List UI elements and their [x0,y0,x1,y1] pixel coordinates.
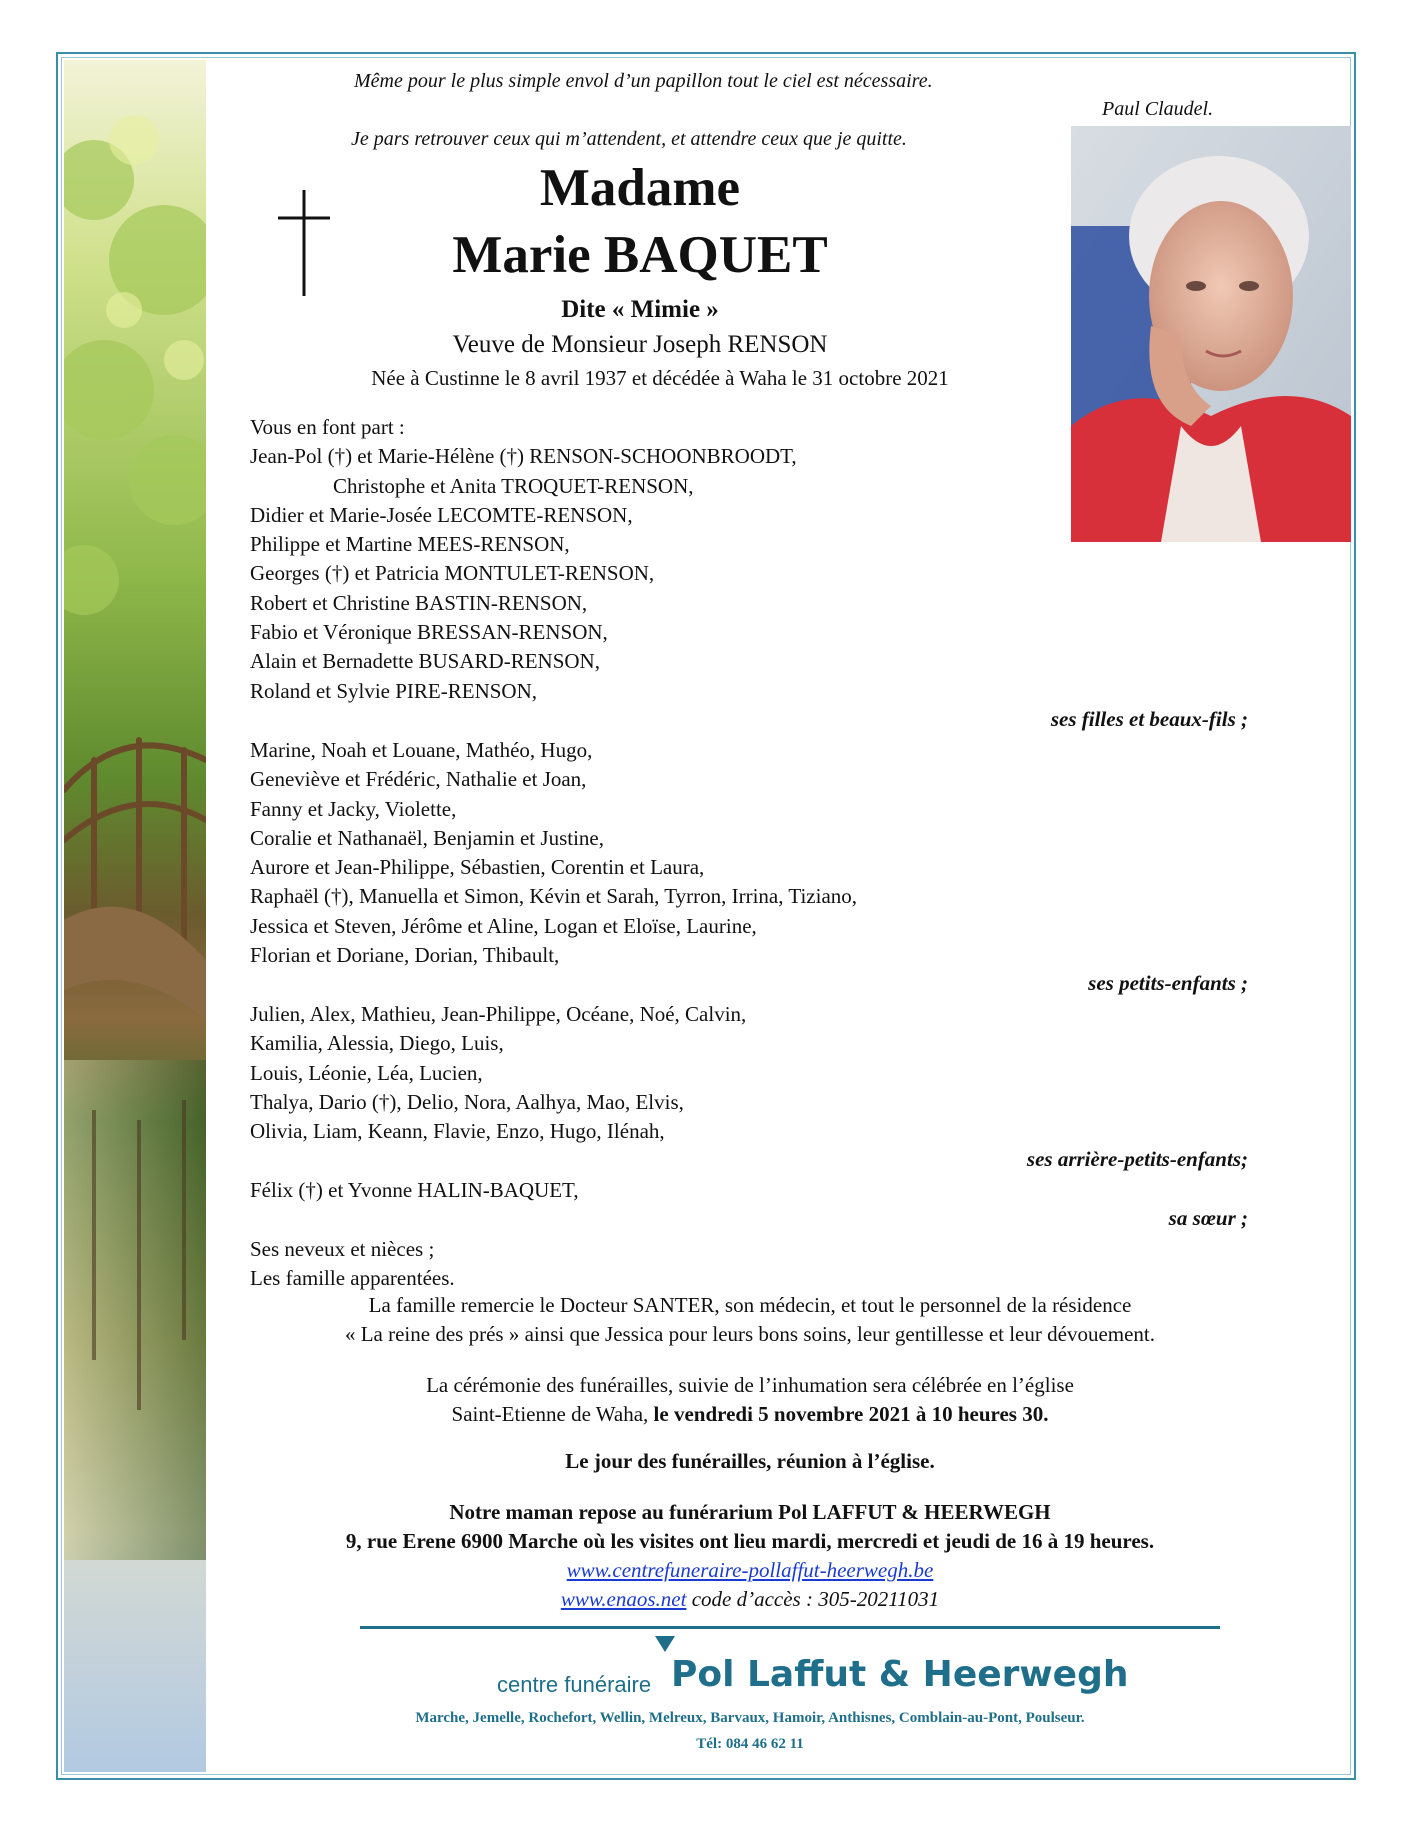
great-grandchildren-block [250,1000,746,1146]
child-line: Alain et Bernadette BUSARD-RENSON, [250,649,600,674]
thanks-line-1: La famille remercie le Docteur SANTER, son médecin, et tout le personnel de la résidence [368,1293,1132,1317]
website-line [220,1558,1280,1583]
others-block [250,1235,455,1294]
children-label: ses filles et beaux-fils ; [1050,707,1248,731]
ceremony-line-2 [220,1402,1280,1427]
child-line: Fabio et Véronique BRESSAN-RENSON, [250,620,608,645]
grandchild-line: Florian et Doriane, Dorian, Thibault, [250,943,560,968]
quote-author: Paul Claudel. [1102,98,1214,120]
logo-big-text: Pol Laffut & Heerwegh [671,1654,1129,1695]
cross-icon [274,188,334,303]
enaos-line [220,1587,1280,1612]
footer-divider [360,1626,1220,1629]
footer-towns: Marche, Jemelle, Rochefort, Wellin, Melreux, Barvaux, Hamoir, Anthisnes, Comblain-au-Pont, Poulseur. [415,1710,1085,1726]
grandchild-line: Marine, Noah et Louane, Mathéo, Hugo, [250,738,593,762]
child-line: Robert et Christine BASTIN-RENSON, [250,590,588,615]
great-grandchild-line: Olivia, Liam, Keann, Flavie, Enzo, Hugo, Ilénah, [250,1119,665,1144]
footer-phone: Tél: 084 46 62 11 [696,1736,804,1752]
ceremony-line-1: La cérémonie des funérailles, suivie de l’inhumation sera célébrée en l’église [426,1373,1074,1397]
family-intro: Vous en font part : [250,415,405,439]
enaos-code: code d’accès : 305-20211031 [686,1587,940,1611]
child-line: Roland et Sylvie PIRE-RENSON, [250,678,537,703]
nickname: Dite « Mimie » [561,296,719,323]
grandchildren-block [250,736,857,970]
side-landscape-photo [64,60,206,1772]
child-line: Didier et Marie-Josée LECOMTE-RENSON, [250,502,633,527]
deceased-name: Marie BAQUET [452,226,828,284]
grandchildren-label: ses petits-enfants ; [1088,971,1248,995]
grandchild-line: Coralie et Nathanaël, Benjamin et Justine, [250,825,604,850]
funerarium-website-link[interactable]: www.centrefuneraire-pollaffut-heerwegh.be [566,1558,934,1582]
child-line: Christophe et Anita TROQUET-RENSON, [333,473,694,498]
child-line: Jean-Pol (†) et Marie-Hélène (†) RENSON-SCHOONBROODT, [250,444,797,469]
funerarium-line-2: 9, rue Erene 6900 Marche où les visites ont lieu mardi, mercredi et jeudi de 16 à 19 heures. [345,1529,1155,1553]
birth-death-dates: Née à Custinne le 8 avril 1937 et décédée à Waha le 31 octobre 2021 [371,366,949,390]
great-grandchild-line: Kamilia, Alessia, Diego, Luis, [250,1031,504,1056]
child-line: Georges (†) et Patricia MONTULET-RENSON, [250,561,655,586]
title-madame: Madame [539,159,741,217]
others-line: Les famille apparentées. [250,1266,455,1291]
great-grandchildren-label: ses arrière-petits-enfants; [1026,1147,1248,1171]
grandchild-line: Raphaël (†), Manuella et Simon, Kévin et Sarah, Tyrron, Irrina, Tiziano, [250,884,858,909]
meeting-line: Le jour des funérailles, réunion à l’église. [565,1449,935,1473]
great-grandchild-line: Thalya, Dario (†), Delio, Nora, Aalhya, Mao, Elvis, [250,1089,684,1114]
grandchild-line: Geneviève et Frédéric, Nathalie et Joan, [250,767,587,792]
ceremony-place: Saint-Etienne de Waha, [451,1402,654,1426]
others-line: Ses neveux et nièces ; [250,1237,435,1261]
great-grandchild-line: Julien, Alex, Mathieu, Jean-Philippe, Océane, Noé, Calvin, [250,1002,747,1026]
thanks-line-2: « La reine des prés » ainsi que Jessica pour leurs bons soins, leur gentillesse et leur dévouement. [344,1322,1156,1346]
spouse-line: Veuve de Monsieur Joseph RENSON [452,331,828,358]
quote-second: Je pars retrouver ceux qui m’attendent, et attendre ceux que je quitte. [351,128,907,150]
great-grandchild-line: Louis, Léonie, Léa, Lucien, [250,1060,483,1085]
sister-line: Félix (†) et Yvonne HALIN-BAQUET, [250,1178,579,1202]
child-line: Philippe et Martine MEES-RENSON, [250,532,570,557]
funerarium-line-1: Notre maman repose au funérarium Pol LAFFUT & HEERWEGH [449,1500,1051,1524]
family-block [250,413,797,706]
logo-small-text: centre funéraire [497,1672,652,1697]
quote-claudel: Même pour le plus simple envol d’un papillon tout le ciel est nécessaire. [354,70,933,92]
enaos-link[interactable]: www.enaos.net [560,1587,687,1611]
grandchild-line: Jessica et Steven, Jérôme et Aline, Logan et Eloïse, Laurine, [250,913,757,938]
grandchild-line: Fanny et Jacky, Violette, [250,796,457,821]
portrait-photo [1071,126,1351,542]
grandchild-line: Aurore et Jean-Philippe, Sébastien, Corentin et Laura, [250,855,705,880]
sister-block [250,1176,579,1205]
sister-label: sa sœur ; [1168,1206,1248,1230]
ceremony-date: le vendredi 5 novembre 2021 à 10 heures 30. [653,1402,1049,1426]
